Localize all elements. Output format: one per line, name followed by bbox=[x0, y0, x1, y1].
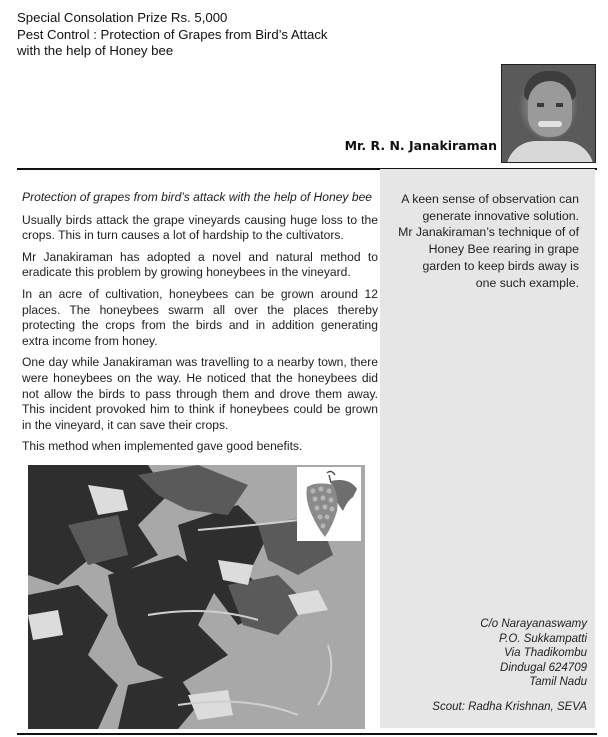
grape-bunch-inset bbox=[297, 467, 361, 541]
address-line: Dindugal 624709 bbox=[500, 661, 587, 674]
page-header bbox=[17, 10, 328, 60]
portrait-shirt bbox=[506, 141, 594, 163]
portrait-eyes bbox=[537, 103, 563, 107]
article-paragraph: In an acre of cultivation, honeybees can be grown around 12 places. The honeybees swarm all over the places thereby protecting the crops from the birds and in addition generating extra income from honey. bbox=[22, 286, 378, 348]
quote-line: Honey Bee rearing in grape bbox=[428, 242, 579, 257]
sidebar-quote bbox=[389, 191, 579, 291]
address-line: P.O. Sukkampatti bbox=[499, 632, 587, 645]
scout-credit: Scout: Radha Krishnan, SEVA bbox=[432, 701, 587, 713]
address-line: Via Thadikombu bbox=[504, 647, 587, 660]
quote-line: generate innovative solution. bbox=[422, 208, 579, 223]
grape-bunch-icon bbox=[297, 467, 361, 541]
category-title-line-1: Pest Control : Protection of Grapes from Bird’s Attack bbox=[17, 26, 328, 42]
prize-title: Special Consolation Prize Rs. 5,000 bbox=[17, 10, 228, 25]
sidebar-panel bbox=[380, 169, 595, 728]
contact-address bbox=[480, 617, 587, 690]
quote-line: A keen sense of observation can bbox=[401, 192, 579, 206]
innovator-name: Mr. R. N. Janakiraman bbox=[344, 138, 497, 153]
address-line: C/o Narayanaswamy bbox=[480, 618, 587, 630]
article-paragraph: Usually birds attack the grape vineyards causing huge loss to the crops. This in turn causes a lot of hardship to the cultivators. bbox=[22, 212, 378, 243]
article-body bbox=[22, 190, 378, 461]
address-line: Tamil Nadu bbox=[529, 676, 587, 689]
innovator-portrait bbox=[501, 64, 596, 163]
article-lead: Protection of grapes from bird’s attack with the help of Honey bee bbox=[22, 190, 373, 204]
quote-line: garden to keep birds away is bbox=[422, 258, 579, 273]
portrait-face bbox=[528, 81, 572, 137]
quote-line: one such example. bbox=[475, 275, 579, 290]
quote-line: Mr Janakiraman’s technique of of bbox=[398, 225, 579, 240]
portrait-mustache bbox=[538, 121, 562, 127]
category-title-line-2: with the help of Honey bee bbox=[17, 43, 174, 58]
article-paragraph: Mr Janakiraman has adopted a novel and natural method to eradicate this problem by growing honeybees in the vineyard. bbox=[22, 249, 378, 280]
article-paragraph: This method when implemented gave good benefits. bbox=[22, 439, 303, 454]
article-paragraph: One day while Janakiraman was travelling to a nearby town, there were honeybees on the way. He noticed that the honeybees did not allow the birds to pass through them and drove them away. This incident provoked him to think if honeybees could be grown in the vineyard, it can save their crops. bbox=[22, 355, 378, 432]
bottom-divider bbox=[17, 733, 597, 735]
